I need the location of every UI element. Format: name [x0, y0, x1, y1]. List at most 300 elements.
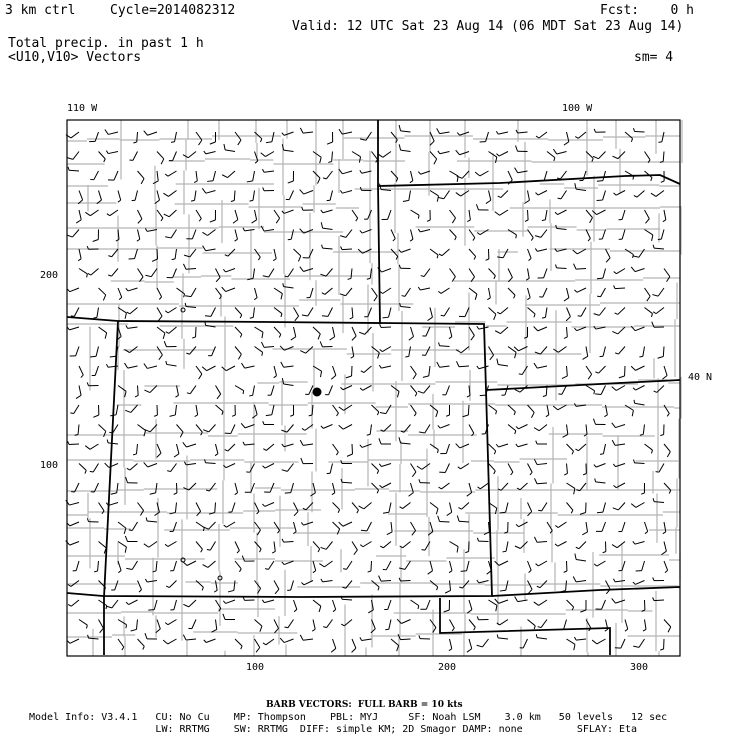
wind-barb — [288, 230, 294, 240]
wind-barb — [266, 132, 274, 143]
wind-barb — [381, 425, 391, 432]
wind-barb — [144, 364, 157, 369]
wind-barb — [534, 363, 547, 368]
wind-barb — [263, 464, 274, 469]
wind-barb — [216, 386, 221, 399]
wind-barb — [457, 132, 469, 135]
south-dakota-nebraska-border — [378, 175, 680, 186]
wind-barb — [184, 462, 196, 465]
wind-barb — [593, 419, 605, 425]
wind-barb — [663, 522, 666, 534]
wind-barb — [660, 425, 664, 436]
wind-barb — [330, 327, 335, 340]
wind-barb — [146, 518, 157, 522]
wind-barb — [164, 341, 176, 347]
wind-barb — [93, 405, 99, 417]
wind-barb — [430, 152, 437, 165]
wind-barb — [379, 576, 391, 581]
wind-barb — [423, 366, 430, 377]
wind-barb — [85, 444, 98, 449]
wind-barb — [615, 308, 625, 315]
wind-barb — [614, 269, 625, 274]
wind-barb — [339, 522, 352, 526]
wind-barb — [603, 542, 606, 553]
wind-barb — [400, 503, 411, 509]
wind-barb — [360, 637, 372, 640]
wind-barb — [76, 210, 81, 223]
wind-barb — [656, 464, 664, 473]
wind-barb — [487, 288, 490, 300]
wind-barb — [578, 308, 586, 317]
wind-barb — [410, 230, 413, 242]
wind-barb — [129, 249, 138, 259]
wind-barb — [138, 210, 142, 223]
wind-barb — [301, 458, 313, 464]
wind-barb — [527, 503, 531, 516]
wind-barb — [145, 269, 157, 277]
wind-barb — [498, 483, 508, 490]
wind-barb — [538, 269, 547, 278]
wind-barb — [321, 222, 332, 229]
wind-barb — [92, 366, 99, 376]
wind-barb — [592, 639, 605, 644]
wind-barb — [496, 152, 508, 157]
wind-barb — [564, 327, 567, 338]
wind-barb — [368, 600, 373, 613]
wind-barb — [262, 169, 274, 172]
wind-barb — [382, 210, 391, 219]
wind-barb — [411, 522, 416, 535]
wind-barb — [477, 230, 488, 235]
wind-barb — [597, 503, 606, 513]
wind-barb — [553, 347, 566, 353]
wind-barb — [88, 269, 99, 276]
wind-barb — [489, 405, 497, 414]
wind-barb — [262, 503, 274, 507]
wind-barb — [223, 600, 235, 603]
wind-barb — [282, 539, 293, 542]
wind-barb — [378, 152, 391, 158]
wind-barb — [612, 423, 625, 428]
wind-barb — [663, 210, 666, 222]
wind-barb — [409, 327, 414, 340]
wind-barb — [321, 425, 333, 429]
wind-barb — [327, 132, 333, 144]
wind-barb — [138, 581, 142, 593]
field-title-precip: Total precip. in past 1 h — [8, 36, 204, 51]
wind-barb — [154, 405, 157, 416]
wind-barb — [439, 342, 450, 346]
wind-barb — [157, 327, 165, 339]
wind-barb — [557, 171, 566, 179]
wind-barb — [437, 128, 450, 133]
wind-barb — [331, 366, 336, 379]
wind-barb — [157, 347, 162, 360]
wind-barb — [444, 600, 450, 612]
wind-barb — [75, 425, 79, 436]
wind-barb — [172, 249, 177, 260]
wind-barb — [294, 249, 301, 261]
wind-barb — [586, 386, 595, 395]
wind-barb — [458, 503, 469, 510]
wind-barb — [280, 638, 293, 642]
wind-barb — [118, 561, 121, 573]
wind-barb — [223, 464, 235, 468]
wind-barb — [76, 386, 81, 399]
wind-barb — [391, 639, 399, 651]
wind-barb — [188, 620, 196, 629]
wind-barb — [391, 386, 399, 398]
wind-barb — [333, 405, 339, 416]
smoothing-label: sm= 4 — [634, 50, 674, 65]
wind-barb — [439, 464, 449, 473]
wind-barb — [274, 210, 280, 223]
wind-barb — [634, 400, 645, 405]
wind-barb — [313, 152, 321, 164]
wind-barb — [446, 405, 449, 416]
wind-barb — [274, 620, 279, 633]
wind-barb — [555, 522, 566, 528]
wind-barb — [211, 620, 216, 633]
valid-time: Valid: 12 UTC Sat 23 Aug 14 (06 MDT Sat 23 Aug 14) — [292, 19, 684, 34]
wind-barb — [575, 444, 586, 451]
wind-barb — [419, 635, 430, 639]
wind-barb — [157, 288, 162, 299]
wind-barb — [442, 386, 449, 395]
wind-barb — [228, 581, 235, 592]
wind-barb — [185, 303, 196, 307]
wind-barb — [268, 386, 274, 396]
wind-barb — [66, 541, 79, 545]
wind-barb — [166, 581, 176, 588]
wind-barb — [528, 405, 535, 418]
wind-barb — [438, 516, 450, 522]
wind-barb — [347, 444, 352, 456]
wind-barb — [384, 600, 391, 610]
wind-barb — [126, 561, 137, 569]
wind-barb — [273, 249, 276, 261]
wind-barb — [380, 405, 391, 414]
wind-barb — [216, 269, 221, 282]
wind-barb — [208, 347, 215, 356]
wind-barb — [595, 478, 606, 483]
wind-barb — [575, 554, 586, 561]
wind-barb — [634, 191, 645, 198]
wind-barb — [67, 639, 79, 643]
wind-barb — [498, 191, 508, 198]
wind-barb — [573, 577, 586, 582]
wind-barb — [282, 464, 294, 472]
wind-barb — [489, 347, 494, 360]
wind-barb — [495, 599, 508, 604]
wind-barb — [300, 347, 313, 354]
wind-barb — [79, 620, 87, 629]
wind-barb — [391, 171, 398, 181]
wind-barb — [631, 267, 644, 272]
wind-barb — [235, 639, 242, 649]
wind-barb — [653, 577, 664, 580]
wind-barb — [341, 246, 352, 249]
wind-barb — [309, 405, 313, 416]
wind-barb — [456, 191, 469, 197]
wind-barb — [202, 366, 215, 371]
model-info-line2: LW: RRTMG SW: RRTMG DIFF: simple KM; 2D Smagor DAMP: none SFLAY: Eta — [29, 724, 638, 735]
field-title-vectors: <U10,V10> Vectors — [8, 50, 142, 65]
wind-barb — [313, 327, 320, 339]
wind-barb — [612, 152, 625, 159]
wind-barb — [301, 522, 313, 525]
wind-barb — [597, 171, 606, 181]
wind-barb — [360, 386, 371, 391]
wind-barb — [438, 288, 449, 293]
wind-barb — [469, 327, 474, 340]
wind-barb — [402, 288, 411, 296]
wind-barb — [166, 361, 177, 366]
wind-barb — [66, 500, 79, 505]
wind-barb — [185, 288, 196, 297]
wind-barb — [428, 561, 433, 574]
wind-barb — [210, 210, 216, 222]
wind-barb — [294, 600, 297, 612]
wind-barb — [183, 442, 196, 447]
wind-barb — [664, 483, 671, 493]
wind-barb — [517, 483, 528, 490]
wind-barb — [456, 361, 469, 366]
wind-barb — [333, 444, 339, 455]
wind-barb — [133, 132, 137, 143]
wind-barb — [225, 425, 235, 434]
wind-barb — [528, 581, 533, 594]
wind-barb — [456, 150, 469, 155]
wind-barb — [476, 204, 488, 210]
wind-barb — [450, 542, 459, 553]
wind-barb — [222, 171, 235, 178]
wind-barb — [430, 405, 438, 417]
wind-barb — [636, 561, 645, 571]
wind-barb — [645, 522, 648, 534]
wind-barb — [216, 288, 222, 299]
wind-barb — [645, 288, 651, 301]
wind-barb — [106, 151, 118, 154]
wind-barb — [465, 542, 469, 553]
wind-barb — [99, 600, 107, 609]
wind-barb — [582, 522, 587, 535]
wind-barb — [265, 561, 274, 569]
wind-barb — [274, 366, 277, 378]
wind-barb — [645, 444, 653, 453]
wind-barb — [281, 362, 294, 367]
wind-barb — [235, 308, 242, 319]
wind-barb — [109, 425, 118, 433]
wind-barb — [553, 149, 566, 154]
wind-barb — [322, 245, 333, 249]
wind-barb — [73, 561, 79, 571]
wind-barb — [203, 425, 215, 432]
wind-barb — [235, 230, 238, 242]
wind-barb — [477, 538, 488, 542]
wind-barb — [328, 152, 332, 163]
wind-barb — [254, 288, 257, 300]
wind-barb — [243, 228, 255, 231]
wind-barb — [652, 288, 664, 296]
wind-barb — [341, 620, 352, 626]
wind-barb — [85, 210, 98, 216]
wind-barb — [194, 171, 197, 183]
wind-barb — [403, 191, 411, 202]
wind-barb — [214, 581, 217, 593]
wind-barb — [196, 210, 201, 221]
wind-barb — [411, 210, 420, 219]
wind-barb — [508, 288, 515, 298]
wind-barb — [477, 366, 489, 369]
wind-barb — [255, 620, 262, 632]
wind-barb — [165, 171, 176, 176]
wind-barb — [538, 503, 547, 511]
wind-barb — [653, 245, 664, 249]
wind-barb — [145, 425, 157, 432]
wind-barb — [133, 444, 137, 455]
wind-barb — [294, 503, 299, 516]
wind-barb — [165, 620, 176, 625]
wind-barb — [633, 386, 644, 391]
wind-barb — [67, 522, 79, 526]
wind-barb — [155, 503, 160, 516]
wind-barb — [68, 441, 79, 444]
wind-barb — [438, 191, 449, 199]
wind-barb — [441, 308, 450, 316]
wind-barb — [321, 542, 333, 550]
wind-barb — [612, 542, 625, 548]
wind-barb — [165, 308, 176, 313]
wind-barb — [469, 230, 475, 241]
wind-barb — [79, 464, 86, 474]
wind-barb — [186, 230, 196, 239]
wind-barb — [261, 342, 274, 347]
wind-barb — [359, 503, 372, 509]
wind-barb — [339, 169, 352, 174]
wind-barb — [593, 152, 605, 159]
wind-barb — [224, 522, 235, 527]
wind-barb — [576, 542, 586, 549]
wind-barb — [327, 464, 333, 474]
wind-barb — [534, 425, 547, 431]
wind-barb — [203, 522, 215, 529]
wind-barb — [163, 639, 176, 644]
wind-barb — [164, 210, 177, 217]
wind-barb — [555, 210, 566, 215]
wind-barb — [241, 423, 254, 428]
wind-barb — [469, 249, 476, 260]
wind-barb — [167, 269, 177, 278]
wind-barb — [71, 308, 79, 317]
wind-barb — [411, 600, 419, 609]
wind-barb — [461, 561, 469, 571]
wind-barb — [255, 249, 261, 260]
wind-barb — [183, 152, 196, 158]
wind-barb — [325, 386, 332, 395]
wind-barb — [249, 386, 254, 396]
wind-barb — [419, 425, 430, 434]
wind-barb — [641, 483, 644, 494]
wind-barb — [547, 152, 555, 162]
wind-barb — [614, 483, 625, 488]
wind-barb — [664, 269, 670, 282]
wind-barb — [619, 366, 625, 378]
wind-barb — [111, 581, 118, 591]
wind-barb — [170, 405, 177, 416]
wind-barb — [284, 620, 293, 628]
wind-barb — [574, 264, 586, 269]
wind-barb — [300, 190, 313, 194]
wind-barb — [477, 580, 489, 583]
wind-barb — [288, 171, 294, 183]
wind-barb — [144, 542, 157, 548]
wind-barb — [90, 347, 98, 357]
wind-barb — [409, 483, 414, 496]
wind-barb — [664, 444, 670, 457]
wind-barb — [274, 288, 282, 299]
wind-barb — [619, 230, 625, 240]
wind-barb — [307, 288, 313, 298]
wind-barb — [477, 483, 488, 489]
wind-barb — [420, 600, 430, 609]
wind-barb — [633, 541, 645, 544]
wind-barb — [291, 327, 296, 340]
wind-barb — [245, 483, 255, 492]
wind-barb — [612, 440, 625, 445]
wind-barb — [118, 288, 122, 300]
wind-barb — [262, 600, 274, 603]
wind-barb — [187, 386, 196, 394]
wind-barb — [167, 464, 176, 472]
y-tick-100: 100 — [40, 460, 59, 471]
wind-barb — [564, 561, 567, 572]
wind-barb — [660, 639, 664, 650]
wind-barb — [327, 191, 333, 201]
wind-barb — [417, 464, 430, 470]
wind-barb — [99, 288, 106, 300]
wind-barb — [368, 561, 372, 572]
wind-barb — [235, 132, 241, 145]
wind-barb — [597, 269, 606, 279]
wind-barb — [129, 152, 137, 161]
wind-barb — [361, 522, 372, 531]
wind-barb — [290, 405, 293, 416]
wind-barb — [573, 249, 586, 254]
wind-barb — [343, 561, 352, 569]
wind-barb — [90, 171, 98, 180]
barb-legend: BARB VECTORS: FULL BARB = 10 kts — [266, 700, 463, 710]
wind-barb — [596, 600, 606, 609]
wind-barb — [449, 561, 452, 573]
wind-barb — [438, 425, 450, 429]
wind-barb — [612, 386, 625, 391]
wind-barb — [170, 561, 176, 571]
wind-barb — [450, 230, 457, 240]
wind-barb — [183, 635, 196, 640]
wind-barb — [174, 444, 179, 457]
wind-barb — [118, 620, 127, 629]
wind-barb — [132, 191, 138, 201]
wind-barb — [535, 191, 547, 196]
wind-barb — [287, 581, 293, 591]
wind-barb — [421, 269, 430, 277]
wind-barb — [263, 187, 274, 190]
wind-barb — [367, 425, 372, 436]
wind-barb — [615, 347, 625, 355]
wind-barb — [183, 264, 196, 269]
wind-barb — [372, 288, 378, 301]
